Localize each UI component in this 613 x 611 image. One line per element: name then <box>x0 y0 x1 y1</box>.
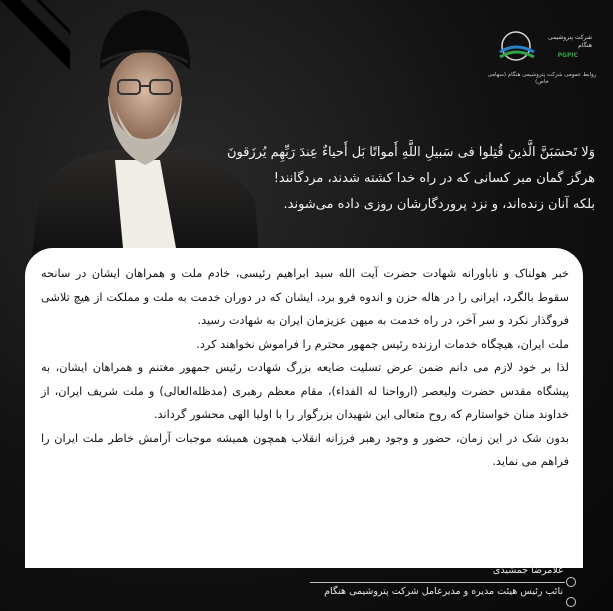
condolence-message <box>41 262 569 474</box>
message-paragraph-2: ملت ایران، هیچگاه خدمات ارزنده رئیس جمهور محترم را فراموش نخواهند کرد. <box>196 337 569 351</box>
quran-quote <box>175 140 595 218</box>
signature-bullet-icon <box>566 577 576 587</box>
signature-title: نائب رئیس هیئت مدیره و مدیرعامل شرکت پتروشیمی هنگام <box>324 586 563 597</box>
quote-translation-line-1: هرگز گمان مبر کسانی که در راه خدا کشته شدند، مردگانند! <box>273 171 595 186</box>
signature-bullet-icon <box>566 597 576 607</box>
logo-abbreviation: PGPIC <box>557 52 578 59</box>
signature-name: غلامرضا جمشیدی <box>492 565 563 576</box>
message-paragraph-3: لذا بر خود لازم می دانم ضمن عرض تسلیت ضایعه بزرگ شهادت رئیس جمهور مغتنم و همراهان ایشان، به پیشگاه مقدس حضرت ولیعصر (ارواحنا له الفداء)، مقام معظم رهبری (مدظله‌العالی) و ملت شریف ایران، از خداوند منان خواستارم که روح متعالی این شهیدان بزرگوار را با اولیا الهی محشور گرداند. <box>41 361 569 421</box>
quote-verse: وَلا تَحسَبَنَّ الَّذینَ قُتِلوا فی سَبیلِ اللَّهِ أَمواتًا بَل أَحیاءٌ عِندَ رَبِّهِم یُرزَقونَ <box>226 145 595 160</box>
logo-company-name: شرکت پتروشیمی هنگام <box>548 34 592 49</box>
logo-subtitle: روابط عمومی شرکت پتروشیمی هنگام (سهامی خاص) <box>487 72 597 85</box>
logo-emblem-icon <box>494 28 538 68</box>
message-paragraph-1: خبر هولناک و ناباورانه شهادت حضرت آیت الله سید ابراهیم رئیسی، خادم ملت و همراهان ایشان در سانحه سقوط بالگرد، ایرانی را در هاله حزن و اندوه فرو برد. ایشان که در دوران خدمت به ملت و مملکت از هیچ تلاشی فروگذار نکرد و سر آخر، در راه خدمت به میهن عزیزمان ایران به شهادت رسید. <box>41 267 569 327</box>
company-logo <box>486 28 598 98</box>
message-paragraph-4: بدون شک در این زمان، حضور و وجود رهبر فرزانه انقلاب همچون همیشه موجبات آرامش خاطر ملت ایران را فراهم می نماید. <box>41 431 569 468</box>
portrait-image <box>30 0 260 270</box>
signature-block <box>293 560 563 602</box>
quote-translation-line-2: بلکه آنان زنده‌اند، و نزد پروردگارشان روزی داده می‌شوند. <box>283 197 595 212</box>
